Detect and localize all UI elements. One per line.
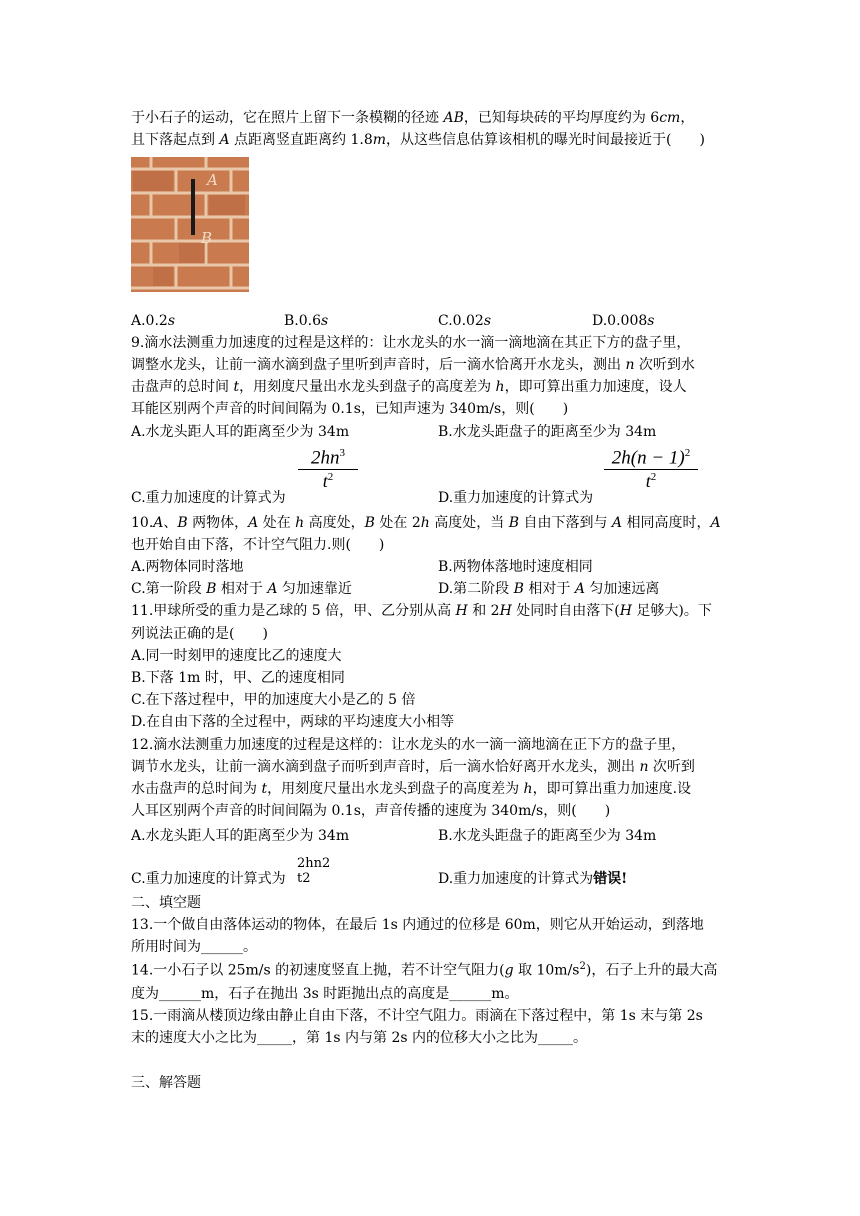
q10-option-b: B.两物体落地时速度相同 bbox=[438, 559, 593, 575]
q9-line4: 耳能区别两个声音的时间间隔为 0.1s，已知声速为 340m/s，则( ) bbox=[131, 401, 569, 417]
section-fill-blank-heading: 二、填空题 bbox=[131, 895, 201, 911]
q14-line1: 14.一小石子以 25m/s 的初速度竖直上抛，若不计空气阻力(g 取 $10m/s^2$)，石子上升的最大高 bbox=[131, 961, 718, 979]
q12-line1: 12.滴水法测重力加速度的过程是这样的：让水龙头的水一滴一滴地滴在正下方的盘子里， bbox=[131, 737, 686, 753]
brick-wall-illustration bbox=[131, 157, 249, 292]
q11-option-b: B.下落 1m 时，甲、乙的速度相同 bbox=[131, 670, 345, 686]
q9-formula-c: $2hn^3$ $t^2$ bbox=[298, 448, 358, 490]
q13-line2: 所用时间为______。 bbox=[131, 939, 257, 955]
q12-option-b: B.水龙头距盘子的距离至少为 34m bbox=[438, 828, 657, 844]
q8-option-d: D.0.008s bbox=[592, 313, 655, 329]
q12-option-a: A.水龙头距人耳的距离至少为 34m bbox=[131, 828, 350, 844]
q10-option-a: A.两物体同时落地 bbox=[131, 559, 244, 575]
q8-option-b: B.0.6s bbox=[284, 313, 329, 329]
q11-line1: 11.甲球所受的重力是乙球的 5 倍，甲、乙分别从高 H 和 2H 处同时自由落下(H 足够大)。下 bbox=[131, 603, 712, 619]
q8-option-a: A.0.2s bbox=[131, 313, 176, 329]
q12-line2: 调节水龙头，让前一滴水滴到盘子而听到声音时，后一滴水恰好离开水龙头，测出 n 次听到 bbox=[131, 759, 695, 775]
q14-line2: 度为______m，石子在抛出 3s 时距抛出点的高度是______m。 bbox=[131, 986, 519, 1002]
q12-option-c: C.重力加速度的计算式为 bbox=[131, 871, 286, 887]
q9-option-a: A.水龙头距人耳的距离至少为 34m bbox=[131, 424, 350, 440]
figure-label-B: B bbox=[201, 229, 213, 247]
q11-line2: 列说法正确的是( ) bbox=[131, 626, 268, 642]
brick-wall-figure bbox=[131, 157, 249, 292]
q11-option-d: D.在自由下落的全过程中，两球的平均速度大小相等 bbox=[131, 714, 455, 730]
figure-label-A: A bbox=[207, 171, 218, 189]
q12-formula-c: 2hn2 t2 bbox=[297, 856, 331, 886]
q9-line2: 调整水龙头，让前一滴水滴到盘子里听到声音时，后一滴水恰离开水龙头，测出 n 次听到水 bbox=[131, 357, 695, 373]
q10-option-d: D.第二阶段 B 相对于 A 匀加速远离 bbox=[438, 581, 660, 597]
q12-line3: 水击盘声的总时间为 t，用刻度尺量出水龙头到盘子的高度差为 h，即可算出重力加速度.设 bbox=[131, 781, 692, 797]
q10-line2: 也开始自由下落，不计空气阻力.则( ) bbox=[131, 537, 385, 553]
q11-option-c: C.在下落过程中，甲的加速度大小是乙的 5 倍 bbox=[131, 692, 416, 708]
q12-error-text: 错误! bbox=[593, 871, 628, 887]
q12-option-d: D.重力加速度的计算式为错误! bbox=[438, 871, 628, 887]
q13-line1: 13.一个做自由落体运动的物体，在最后 1s 内通过的位移是 60m，则它从开始运动，到落地 bbox=[131, 917, 704, 933]
q15-line2: 末的速度大小之比为_____，第 1s 内与第 2s 内的位移大小之比为_____。 bbox=[131, 1030, 587, 1046]
q15-line1: 15.一雨滴从楼顶边缘由静止自由下落，不计空气阻力。雨滴在下落过程中，第 1s 末与第 2s bbox=[131, 1008, 703, 1024]
q9-line3: 击盘声的总时间 t，用刻度尺量出水龙头到盘子的高度差为 h，即可算出重力加速度，设人 bbox=[131, 379, 687, 395]
q9-formula-d: $2h(n - 1)^2$ $t^2$ bbox=[604, 448, 698, 490]
q8-line2: 且下落起点到 A 点距离竖直距离约 1.8m，从这些信息估算该相机的曝光时间最接近于( ) bbox=[131, 132, 705, 148]
q9-line1: 9.滴水法测重力加速度的过程是这样的：让水龙头的水一滴一滴地滴在其正下方的盘子里， bbox=[131, 335, 691, 351]
q9-option-b: B.水龙头距盘子的距离至少为 34m bbox=[438, 424, 657, 440]
q11-option-a: A.同一时刻甲的速度比乙的速度大 bbox=[131, 648, 342, 664]
q9-option-c: C.重力加速度的计算式为 bbox=[131, 490, 286, 506]
q9-option-d: D.重力加速度的计算式为 bbox=[438, 490, 594, 506]
q8-line1: 于小石子的运动，它在照片上留下一条模糊的径迹 AB，已知每块砖的平均厚度约为 6cm， bbox=[131, 110, 695, 126]
q8-option-c: C.0.02s bbox=[438, 313, 492, 329]
q10-option-c: C.第一阶段 B 相对于 A 匀加速靠近 bbox=[131, 581, 352, 597]
q12-line4: 人耳区别两个声音的时间间隔为 0.1s，声音传播的速度为 340m/s，则( ) bbox=[131, 803, 611, 819]
section-answer-heading: 三、解答题 bbox=[131, 1075, 201, 1091]
q10-line1: 10.A、B 两物体，A 处在 h 高度处，B 处在 2h 高度处，当 B 自由下落到与 A 相同高度时，A bbox=[131, 515, 721, 531]
